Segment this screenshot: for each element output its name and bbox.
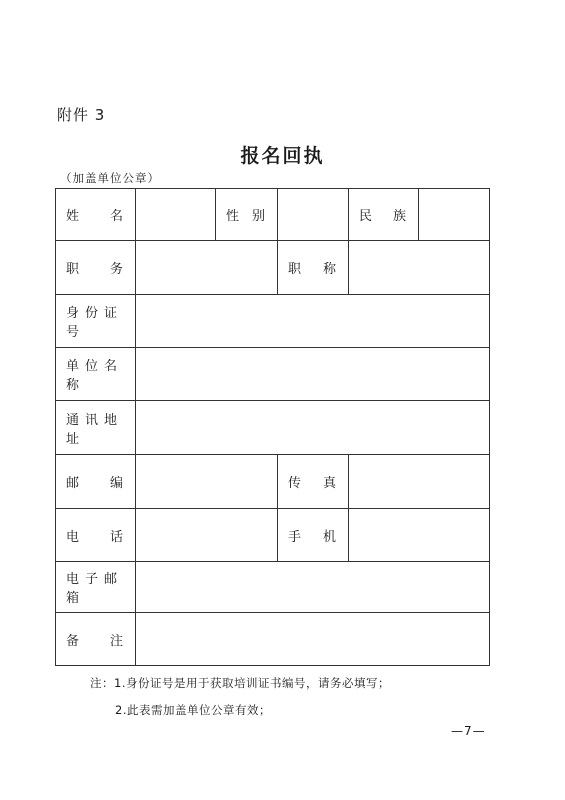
phone-field[interactable] bbox=[136, 509, 278, 562]
id-number-label: 身份证号 bbox=[56, 295, 136, 348]
gender-field[interactable] bbox=[278, 189, 349, 241]
seal-note: （加盖单位公章） bbox=[60, 171, 160, 185]
form-row-basic bbox=[56, 189, 490, 241]
ethnicity-label: 民 族 bbox=[349, 189, 419, 241]
form-row-remarks bbox=[56, 613, 490, 666]
attachment-label: 附件 3 bbox=[57, 106, 106, 124]
note-line-1: 注：1.身份证号是用于获取培训证书编号，请务必填写； bbox=[90, 676, 390, 690]
notes bbox=[90, 670, 390, 724]
form-row-postcode bbox=[56, 455, 490, 509]
title-field[interactable] bbox=[349, 241, 490, 295]
org-name-field[interactable] bbox=[136, 348, 490, 401]
form-row-position bbox=[56, 241, 490, 295]
org-name-label: 单位名称 bbox=[56, 348, 136, 401]
ethnicity-field[interactable] bbox=[419, 189, 490, 241]
note-line-2: 2.此表需加盖单位公章有效； bbox=[115, 703, 271, 717]
form-row-phone bbox=[56, 509, 490, 562]
email-field[interactable] bbox=[136, 562, 490, 613]
fax-field[interactable] bbox=[349, 455, 490, 509]
address-label: 通讯地址 bbox=[56, 401, 136, 455]
position-field[interactable] bbox=[136, 241, 278, 295]
phone-label: 电 话 bbox=[56, 509, 136, 562]
postcode-field[interactable] bbox=[136, 455, 278, 509]
remarks-label: 备 注 bbox=[56, 613, 136, 666]
name-field[interactable] bbox=[136, 189, 216, 241]
registration-form bbox=[55, 188, 490, 666]
gender-label: 性 别 bbox=[216, 189, 278, 241]
form-row-org bbox=[56, 348, 490, 401]
mobile-field[interactable] bbox=[349, 509, 490, 562]
page-title: 报名回执 bbox=[240, 145, 325, 167]
fax-label: 传 真 bbox=[278, 455, 349, 509]
page-number: —7— bbox=[451, 724, 486, 738]
form-row-email bbox=[56, 562, 490, 613]
mobile-label: 手 机 bbox=[278, 509, 349, 562]
address-field[interactable] bbox=[136, 401, 490, 455]
email-label: 电子邮箱 bbox=[56, 562, 136, 613]
title-label: 职 称 bbox=[278, 241, 349, 295]
position-label: 职 务 bbox=[56, 241, 136, 295]
name-label: 姓 名 bbox=[56, 189, 136, 241]
form-row-address bbox=[56, 401, 490, 455]
postcode-label: 邮 编 bbox=[56, 455, 136, 509]
id-number-field[interactable] bbox=[136, 295, 490, 348]
remarks-field[interactable] bbox=[136, 613, 490, 666]
form-row-id bbox=[56, 295, 490, 348]
